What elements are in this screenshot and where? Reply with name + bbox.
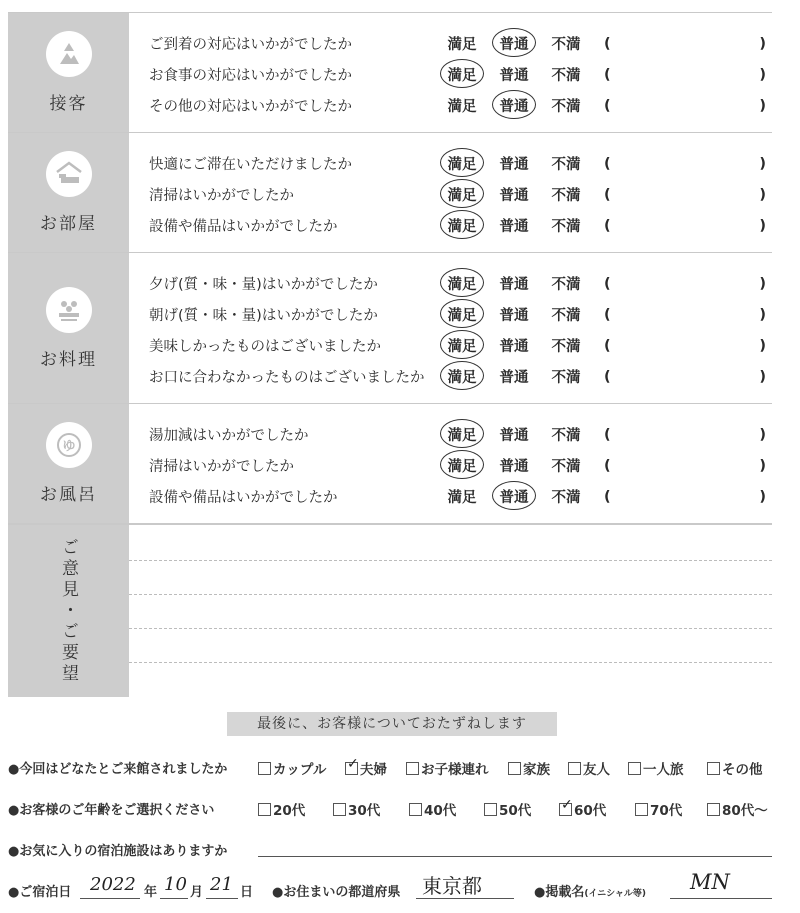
opinion-section — [8, 524, 772, 697]
rating-option[interactable]: 不満 — [551, 219, 581, 235]
comment-paren-open: ( — [604, 488, 611, 505]
section-side — [8, 13, 129, 132]
comment-paren-open: ( — [604, 457, 611, 474]
rating-option[interactable]: 普通 — [499, 68, 529, 84]
rating-option[interactable]: 不満 — [551, 99, 581, 115]
empty-box-icon[interactable] — [707, 762, 720, 775]
section-label: 接客 — [49, 94, 88, 114]
question-row — [129, 330, 772, 361]
section-3 — [8, 252, 772, 403]
comment-paren-open: ( — [604, 368, 611, 385]
rating-option[interactable]: 満足 — [447, 99, 477, 115]
choice-label: 20代 — [273, 803, 306, 819]
checked-box-icon[interactable] — [559, 803, 572, 816]
empty-box-icon[interactable] — [635, 803, 648, 816]
comment-paren-close: ) — [759, 155, 766, 172]
comment-paren-close: ) — [759, 66, 766, 83]
favorite-answer-line[interactable] — [258, 856, 772, 857]
choice-checkbox[interactable] — [707, 799, 768, 819]
rating-option[interactable]: 普通 — [499, 308, 529, 324]
empty-box-icon[interactable] — [707, 803, 720, 816]
choice-checkbox[interactable] — [568, 758, 610, 778]
question-text: 設備や備品はいかがでしたか — [149, 490, 338, 506]
opinion-label: ご意見・ご要望 — [58, 537, 78, 685]
choice-label: 30代 — [348, 803, 381, 819]
comment-paren-close: ) — [759, 426, 766, 443]
rating-option[interactable]: 満足 — [436, 335, 488, 356]
question-text: 設備や備品はいかがでしたか — [149, 219, 338, 235]
comment-paren-open: ( — [604, 275, 611, 292]
comment-paren-open: ( — [604, 337, 611, 354]
empty-box-icon[interactable] — [568, 762, 581, 775]
rating-option[interactable]: 不満 — [551, 490, 581, 506]
comment-paren-close: ) — [759, 35, 766, 52]
choice-label: 80代〜 — [722, 803, 768, 819]
comment-paren-close: ) — [759, 337, 766, 354]
question-row — [129, 28, 772, 59]
choice-checkbox[interactable] — [258, 758, 326, 778]
rating-option[interactable]: 普通 — [499, 219, 529, 235]
choice-label: 40代 — [424, 803, 457, 819]
choice-checkbox[interactable] — [409, 799, 456, 819]
stay-month: 10 — [164, 874, 187, 895]
choice-checkbox[interactable] — [635, 799, 682, 819]
month-line[interactable] — [160, 898, 188, 899]
rating-option[interactable]: 不満 — [551, 68, 581, 84]
rating-option[interactable]: 普通 — [488, 33, 540, 54]
rating-option[interactable]: 不満 — [551, 157, 581, 173]
empty-box-icon[interactable] — [484, 803, 497, 816]
question-row — [129, 210, 772, 241]
rating-option[interactable]: 満足 — [436, 64, 488, 85]
choice-checkbox[interactable] — [508, 758, 550, 778]
question-text: 清掃はいかがでしたか — [149, 188, 294, 204]
choice-checkbox[interactable] — [707, 758, 763, 778]
initials-label-note: (イニシャル等) — [584, 889, 647, 899]
choice-checkbox[interactable] — [406, 758, 489, 778]
rating-option[interactable]: 不満 — [551, 188, 581, 204]
question-text: お口に合わなかったものはございましたか — [149, 370, 425, 386]
question-text: 湯加減はいかがでしたか — [149, 428, 309, 444]
section-label: お風呂 — [40, 485, 97, 505]
question-text: 清掃はいかがでしたか — [149, 459, 294, 475]
rating-option[interactable]: 満足 — [436, 153, 488, 174]
comment-paren-close: ) — [759, 186, 766, 203]
question-row — [129, 148, 772, 179]
comment-paren-open: ( — [604, 217, 611, 234]
choice-label: カップル — [273, 762, 327, 778]
question-text: 夕げ(質・味・量)はいかがでしたか — [149, 277, 378, 293]
rating-option[interactable]: 普通 — [499, 157, 529, 173]
comment-paren-open: ( — [604, 306, 611, 323]
question-row — [129, 419, 772, 450]
rating-option[interactable]: 満足 — [436, 455, 488, 476]
choice-label: 一人旅 — [643, 762, 684, 778]
stay-date-label: ●ご宿泊日 — [8, 885, 72, 900]
question-row — [129, 450, 772, 481]
question-text: その他の対応はいかがでしたか — [149, 99, 352, 115]
choice-label: 70代 — [650, 803, 683, 819]
rating-option[interactable]: 不満 — [551, 428, 581, 444]
comment-paren-open: ( — [604, 426, 611, 443]
checked-box-icon[interactable] — [345, 762, 358, 775]
choice-checkbox[interactable] — [345, 758, 387, 778]
svg-text:ゆ: ゆ — [61, 439, 76, 454]
empty-box-icon[interactable] — [258, 803, 271, 816]
bath-icon — [46, 422, 92, 468]
rating-option[interactable]: 普通 — [499, 370, 529, 386]
opinion-side — [8, 525, 129, 697]
favorite-question: ●お気に入りの宿泊施設はありますか — [8, 844, 228, 859]
reception-icon — [46, 31, 92, 77]
choice-label: 家族 — [523, 762, 550, 778]
choice-label: お子様連れ — [421, 762, 489, 778]
initials-label — [534, 881, 646, 900]
question-rows — [129, 404, 772, 523]
question-row — [129, 90, 772, 121]
rating-option[interactable]: 普通 — [499, 459, 529, 475]
stay-year: 2022 — [90, 874, 136, 895]
comment-paren-close: ) — [759, 488, 766, 505]
choice-label: 60代 — [574, 803, 607, 819]
initials-value: MN — [690, 870, 730, 894]
age-question: ●お客様のご年齢をご選択ください — [8, 803, 215, 818]
final-section-title: 最後に、お客様についておたずねします — [227, 712, 557, 736]
rating-option[interactable]: 満足 — [447, 37, 477, 53]
initials-label-main: ●掲載名 — [534, 885, 585, 900]
rating-option[interactable]: 不満 — [551, 370, 581, 386]
section-2 — [8, 132, 772, 252]
rating-option[interactable]: 不満 — [551, 459, 581, 475]
rating-option[interactable]: 不満 — [551, 37, 581, 53]
day-line[interactable] — [206, 898, 238, 899]
dashed-line — [129, 628, 772, 629]
question-row — [129, 299, 772, 330]
choice-label: その他 — [722, 762, 763, 778]
comment-paren-close: ) — [759, 306, 766, 323]
question-row — [129, 268, 772, 299]
empty-box-icon[interactable] — [409, 803, 422, 816]
section-side — [8, 253, 129, 403]
question-text: 朝げ(質・味・量)はいかがでしたか — [149, 308, 378, 324]
empty-box-icon[interactable] — [406, 762, 419, 775]
question-row — [129, 481, 772, 512]
choice-checkbox[interactable] — [258, 799, 305, 819]
empty-box-icon[interactable] — [258, 762, 271, 775]
rating-option[interactable]: 普通 — [499, 277, 529, 293]
rating-option[interactable]: 不満 — [551, 308, 581, 324]
comment-paren-close: ) — [759, 368, 766, 385]
rating-option[interactable]: 不満 — [551, 277, 581, 293]
prefecture-label: ●お住まいの都道府県 — [272, 885, 401, 900]
question-text: お食事の対応はいかがでしたか — [149, 68, 352, 84]
rating-option[interactable]: 満足 — [436, 184, 488, 205]
question-text: ご到着の対応はいかがでしたか — [149, 37, 352, 53]
rating-option[interactable]: 普通 — [488, 486, 540, 507]
choice-checkbox[interactable] — [333, 799, 380, 819]
comment-paren-open: ( — [604, 66, 611, 83]
section-label: お部屋 — [40, 214, 97, 234]
empty-box-icon[interactable] — [333, 803, 346, 816]
choice-checkbox[interactable] — [484, 799, 531, 819]
question-row — [129, 361, 772, 392]
rating-option[interactable]: 満足 — [436, 273, 488, 294]
question-rows — [129, 13, 772, 132]
companion-question: ●今回はどなたとご来館されましたか — [8, 762, 228, 777]
meal-icon — [46, 287, 92, 333]
prefecture-value: 東京都 — [422, 874, 482, 898]
year-line[interactable] — [80, 898, 140, 899]
section-side — [8, 133, 129, 252]
comment-paren-open: ( — [604, 35, 611, 52]
choice-checkbox[interactable] — [628, 758, 684, 778]
opinion-writing-area[interactable] — [129, 525, 772, 697]
stay-day: 21 — [210, 874, 233, 895]
question-rows — [129, 253, 772, 403]
rating-option[interactable]: 普通 — [499, 339, 529, 355]
comment-paren-open: ( — [604, 155, 611, 172]
year-unit: 年 — [144, 885, 158, 900]
rating-option[interactable]: 不満 — [551, 339, 581, 355]
rating-option[interactable]: 普通 — [499, 188, 529, 204]
survey-table — [8, 12, 772, 697]
rating-option[interactable]: 満足 — [436, 215, 488, 236]
choice-checkbox[interactable] — [559, 799, 606, 819]
room-icon — [46, 151, 92, 197]
rating-option[interactable]: 満足 — [436, 304, 488, 325]
comment-paren-open: ( — [604, 186, 611, 203]
dashed-line — [129, 594, 772, 595]
rating-option[interactable]: 普通 — [488, 95, 540, 116]
rating-option[interactable]: 普通 — [499, 428, 529, 444]
question-row — [129, 179, 772, 210]
comment-paren-close: ) — [759, 457, 766, 474]
comment-paren-close: ) — [759, 217, 766, 234]
choice-label: 友人 — [583, 762, 610, 778]
section-label: お料理 — [40, 349, 97, 370]
section-1 — [8, 12, 772, 132]
question-row — [129, 59, 772, 90]
rating-option[interactable]: 満足 — [436, 424, 488, 445]
choice-label: 夫婦 — [360, 762, 387, 778]
empty-box-icon[interactable] — [628, 762, 641, 775]
question-text: 快適にご滞在いただけましたか — [149, 157, 352, 173]
empty-box-icon[interactable] — [508, 762, 521, 775]
month-unit: 月 — [190, 885, 204, 900]
question-text: 美味しかったものはございましたか — [149, 339, 381, 355]
day-unit: 日 — [240, 885, 254, 900]
initials-line[interactable] — [670, 898, 772, 899]
comment-paren-close: ) — [759, 97, 766, 114]
dashed-line — [129, 560, 772, 561]
choice-label: 50代 — [499, 803, 532, 819]
question-rows — [129, 133, 772, 252]
section-side — [8, 404, 129, 523]
dashed-line — [129, 662, 772, 663]
rating-option[interactable]: 満足 — [447, 490, 477, 506]
section-4 — [8, 403, 772, 524]
comment-paren-close: ) — [759, 275, 766, 292]
rating-option[interactable]: 満足 — [436, 366, 488, 387]
comment-paren-open: ( — [604, 97, 611, 114]
